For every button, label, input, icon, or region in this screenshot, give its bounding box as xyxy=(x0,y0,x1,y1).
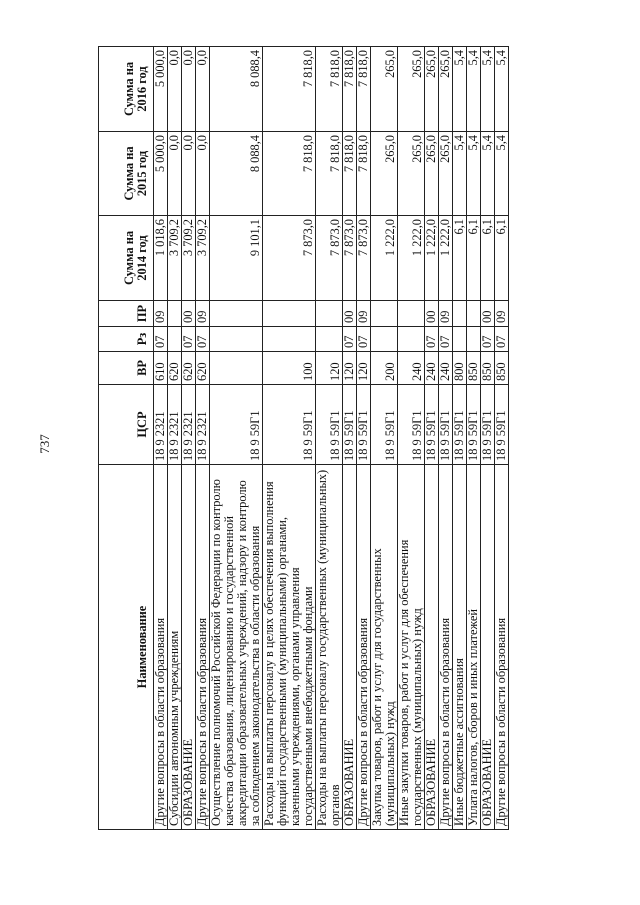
table-row xyxy=(263,47,316,830)
cell-pr xyxy=(371,301,398,327)
cell-vr: 850 xyxy=(467,352,481,385)
cell-rz: 07 xyxy=(154,327,168,352)
header-vr: ВР xyxy=(99,352,154,385)
cell-vr: 620 xyxy=(182,352,196,385)
header-sum-2014: Сумма на 2014 год xyxy=(99,216,154,301)
cell-sum-2015: 265,0 xyxy=(439,132,453,216)
cell-rz: 07 xyxy=(495,327,509,352)
cell-rz: 07 xyxy=(196,327,210,352)
cell-vr: 850 xyxy=(481,352,495,385)
cell-sum-2016: 7 818,0 xyxy=(357,47,371,132)
table-row xyxy=(481,47,495,830)
cell-csr: 18 9 59Г1 xyxy=(210,385,263,465)
cell-pr xyxy=(453,301,467,327)
header-csr: ЦСР xyxy=(99,385,154,465)
cell-sum-2014: 1 222,0 xyxy=(371,216,398,301)
cell-rz: 07 xyxy=(357,327,371,352)
cell-vr: 120 xyxy=(343,352,357,385)
cell-sum-2016: 5,4 xyxy=(495,47,509,132)
cell-sum-2015: 0,0 xyxy=(182,132,196,216)
cell-rz: 07 xyxy=(343,327,357,352)
cell-name: Расходы на выплаты персоналу в целях обеспечения выполнения функций государственными (муниципальными) органами, казенными учреждениями, органами управления государственными внебюджетными фондами xyxy=(263,465,316,830)
cell-pr xyxy=(467,301,481,327)
cell-csr: 18 9 59Г1 xyxy=(467,385,481,465)
cell-name: ОБРАЗОВАНИЕ xyxy=(481,465,495,830)
cell-rz: 07 xyxy=(425,327,439,352)
table-row xyxy=(196,47,210,830)
table-row xyxy=(425,47,439,830)
table-row xyxy=(371,47,398,830)
cell-pr xyxy=(263,301,316,327)
header-sum-2015: Сумма на 2015 год xyxy=(99,132,154,216)
cell-sum-2014: 3 709,2 xyxy=(182,216,196,301)
cell-pr: 09 xyxy=(439,301,453,327)
cell-name: ОБРАЗОВАНИЕ xyxy=(343,465,357,830)
cell-csr: 18 9 59Г1 xyxy=(398,385,425,465)
cell-name: Субсидии автономным учреждениям xyxy=(168,465,182,830)
cell-rz xyxy=(398,327,425,352)
table-row xyxy=(398,47,425,830)
cell-sum-2016: 0,0 xyxy=(196,47,210,132)
cell-csr: 18 9 59Г1 xyxy=(357,385,371,465)
cell-sum-2016: 5 000,0 xyxy=(154,47,168,132)
cell-csr: 18 9 2321 xyxy=(182,385,196,465)
cell-sum-2015: 8 088,4 xyxy=(210,132,263,216)
cell-rz: 07 xyxy=(439,327,453,352)
cell-sum-2015: 7 818,0 xyxy=(357,132,371,216)
cell-sum-2014: 7 873,0 xyxy=(357,216,371,301)
cell-name: ОБРАЗОВАНИЕ xyxy=(425,465,439,830)
cell-pr xyxy=(168,301,182,327)
cell-sum-2015: 265,0 xyxy=(371,132,398,216)
cell-sum-2014: 7 873,0 xyxy=(263,216,316,301)
cell-sum-2016: 7 818,0 xyxy=(263,47,316,132)
table-row xyxy=(495,47,509,830)
cell-sum-2016: 5,4 xyxy=(481,47,495,132)
cell-sum-2015: 5,4 xyxy=(453,132,467,216)
cell-name: Другие вопросы в области образования xyxy=(196,465,210,830)
cell-vr: 850 xyxy=(495,352,509,385)
cell-vr: 620 xyxy=(196,352,210,385)
table-row xyxy=(154,47,168,830)
cell-pr: 00 xyxy=(343,301,357,327)
cell-rz: 07 xyxy=(182,327,196,352)
table-body xyxy=(154,47,509,830)
table-row xyxy=(357,47,371,830)
cell-rz xyxy=(168,327,182,352)
cell-vr: 120 xyxy=(357,352,371,385)
cell-sum-2016: 8 088,4 xyxy=(210,47,263,132)
cell-csr: 18 9 59Г1 xyxy=(263,385,316,465)
cell-rz xyxy=(210,327,263,352)
cell-vr: 240 xyxy=(398,352,425,385)
cell-sum-2014: 6,1 xyxy=(453,216,467,301)
cell-csr: 18 9 59Г1 xyxy=(425,385,439,465)
cell-csr: 18 9 2321 xyxy=(154,385,168,465)
cell-name: Другие вопросы в области образования xyxy=(357,465,371,830)
cell-sum-2015: 5,4 xyxy=(467,132,481,216)
header-row xyxy=(99,47,154,830)
cell-sum-2016: 5,4 xyxy=(453,47,467,132)
cell-sum-2014: 1 018,6 xyxy=(154,216,168,301)
table-row xyxy=(343,47,357,830)
cell-name: Уплата налогов, сборов и иных платежей xyxy=(467,465,481,830)
rotated-table-container xyxy=(98,47,508,830)
table-row xyxy=(467,47,481,830)
cell-rz: 07 xyxy=(481,327,495,352)
cell-csr: 18 9 59Г1 xyxy=(439,385,453,465)
header-name: Наименование xyxy=(99,465,154,830)
cell-sum-2015: 5,4 xyxy=(481,132,495,216)
cell-rz xyxy=(371,327,398,352)
cell-pr xyxy=(316,301,343,327)
cell-name: Другие вопросы в области образования xyxy=(439,465,453,830)
cell-rz xyxy=(263,327,316,352)
cell-pr: 00 xyxy=(481,301,495,327)
cell-sum-2016: 5,4 xyxy=(467,47,481,132)
cell-name: Другие вопросы в области образования xyxy=(495,465,509,830)
cell-sum-2016: 265,0 xyxy=(398,47,425,132)
cell-sum-2014: 1 222,0 xyxy=(439,216,453,301)
cell-name: Закупка товаров, работ и услуг для государственных (муниципальных) нужд xyxy=(371,465,398,830)
header-pr: ПР xyxy=(99,301,154,327)
cell-vr: 200 xyxy=(371,352,398,385)
cell-name: Расходы на выплаты персоналу государственных (муниципальных) органов xyxy=(316,465,343,830)
cell-sum-2015: 5 000,0 xyxy=(154,132,168,216)
table-row xyxy=(453,47,467,830)
cell-sum-2015: 7 818,0 xyxy=(263,132,316,216)
cell-csr: 18 9 2321 xyxy=(168,385,182,465)
cell-sum-2015: 0,0 xyxy=(196,132,210,216)
cell-sum-2016: 265,0 xyxy=(439,47,453,132)
cell-sum-2015: 265,0 xyxy=(398,132,425,216)
cell-csr: 18 9 2321 xyxy=(196,385,210,465)
cell-vr: 620 xyxy=(168,352,182,385)
cell-name: Другие вопросы в области образования xyxy=(154,465,168,830)
cell-sum-2014: 7 873,0 xyxy=(343,216,357,301)
cell-pr xyxy=(210,301,263,327)
cell-rz xyxy=(316,327,343,352)
cell-csr: 18 9 59Г1 xyxy=(495,385,509,465)
table-row xyxy=(439,47,453,830)
cell-sum-2016: 7 818,0 xyxy=(343,47,357,132)
cell-sum-2014: 1 222,0 xyxy=(398,216,425,301)
table-row xyxy=(168,47,182,830)
cell-name: Иные закупки товаров, работ и услуг для обеспечения государственных (муниципальных) нужд xyxy=(398,465,425,830)
cell-sum-2014: 3 709,2 xyxy=(196,216,210,301)
budget-table xyxy=(98,46,509,830)
cell-sum-2014: 6,1 xyxy=(467,216,481,301)
cell-sum-2016: 265,0 xyxy=(425,47,439,132)
cell-sum-2014: 9 101,1 xyxy=(210,216,263,301)
cell-vr: 120 xyxy=(316,352,343,385)
cell-pr: 09 xyxy=(196,301,210,327)
cell-csr: 18 9 59Г1 xyxy=(316,385,343,465)
cell-sum-2014: 7 873,0 xyxy=(316,216,343,301)
cell-rz xyxy=(453,327,467,352)
cell-vr: 610 xyxy=(154,352,168,385)
header-rz: Рз xyxy=(99,327,154,352)
cell-sum-2016: 0,0 xyxy=(182,47,196,132)
table-row xyxy=(182,47,196,830)
cell-name: Иные бюджетные ассигнования xyxy=(453,465,467,830)
cell-csr: 18 9 59Г1 xyxy=(371,385,398,465)
cell-rz xyxy=(467,327,481,352)
cell-pr: 09 xyxy=(154,301,168,327)
cell-name: ОБРАЗОВАНИЕ xyxy=(182,465,196,830)
cell-pr: 00 xyxy=(182,301,196,327)
cell-csr: 18 9 59Г1 xyxy=(453,385,467,465)
cell-vr: 240 xyxy=(425,352,439,385)
cell-sum-2014: 6,1 xyxy=(481,216,495,301)
cell-sum-2015: 0,0 xyxy=(168,132,182,216)
cell-vr: 100 xyxy=(263,352,316,385)
header-sum-2016: Сумма на 2016 год xyxy=(99,47,154,132)
cell-sum-2014: 6,1 xyxy=(495,216,509,301)
table-row xyxy=(316,47,343,830)
cell-sum-2015: 5,4 xyxy=(495,132,509,216)
cell-sum-2016: 265,0 xyxy=(371,47,398,132)
cell-vr: 240 xyxy=(439,352,453,385)
table-row xyxy=(210,47,263,830)
cell-sum-2015: 7 818,0 xyxy=(343,132,357,216)
cell-sum-2016: 7 818,0 xyxy=(316,47,343,132)
cell-vr xyxy=(210,352,263,385)
cell-sum-2016: 0,0 xyxy=(168,47,182,132)
cell-sum-2014: 3 709,2 xyxy=(168,216,182,301)
cell-pr: 09 xyxy=(357,301,371,327)
cell-csr: 18 9 59Г1 xyxy=(481,385,495,465)
cell-sum-2015: 265,0 xyxy=(425,132,439,216)
cell-vr: 800 xyxy=(453,352,467,385)
cell-pr: 00 xyxy=(425,301,439,327)
cell-name: Осуществление полномочий Российской Федерации по контролю качества образования, лицензированию и государственной аккредитации образовательных учреждений, надзору и контролю за соблюдением законодательства в области образования xyxy=(210,465,263,830)
page-number: 737 xyxy=(37,434,52,454)
cell-pr xyxy=(398,301,425,327)
cell-csr: 18 9 59Г1 xyxy=(343,385,357,465)
cell-pr: 09 xyxy=(495,301,509,327)
cell-sum-2014: 1 222,0 xyxy=(425,216,439,301)
cell-sum-2015: 7 818,0 xyxy=(316,132,343,216)
